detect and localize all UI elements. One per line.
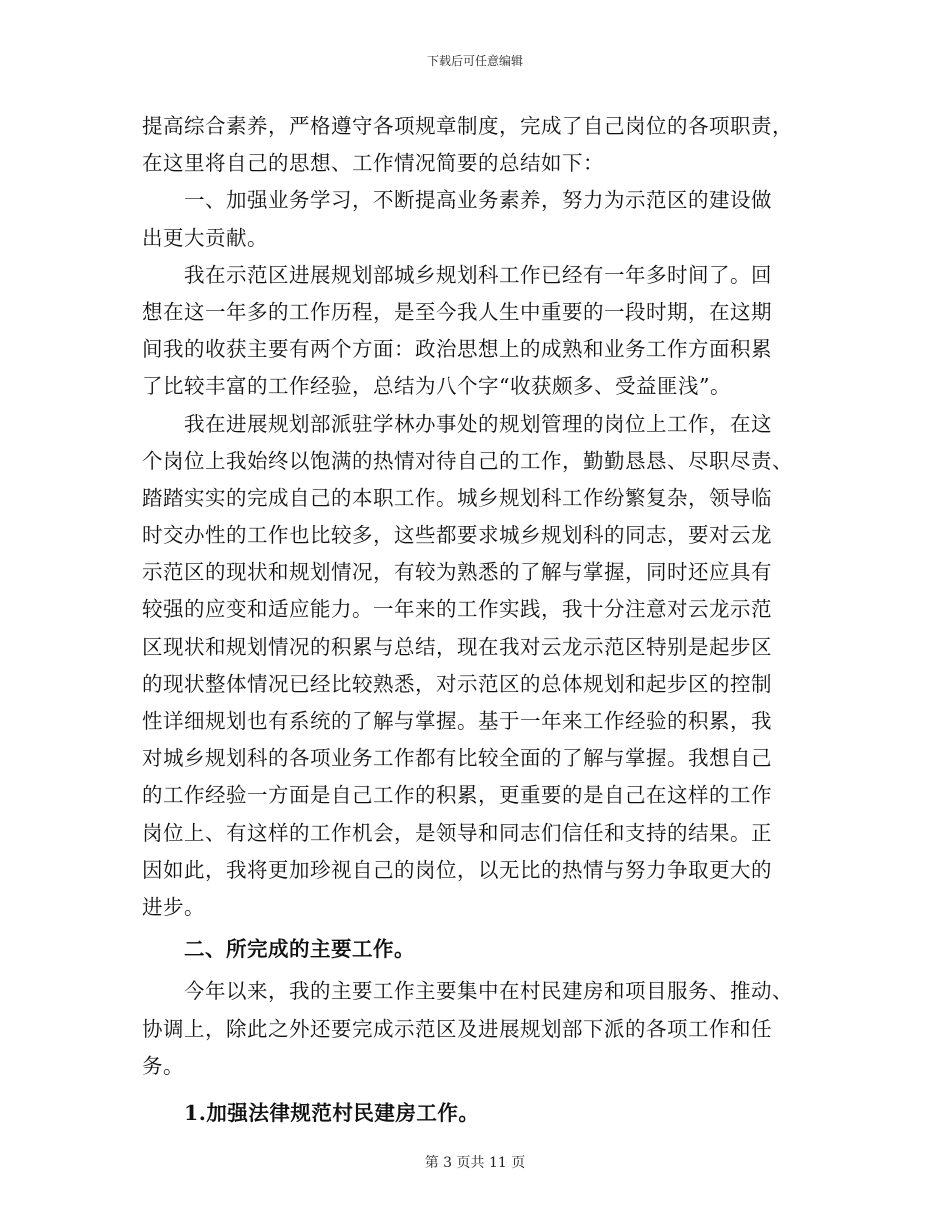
page-header: 下载后可任意编辑	[426, 54, 523, 68]
paragraph-line: 时交办性的工作也比较多，这些都要求城乡规划科的同志，要对云龙	[142, 523, 772, 548]
paragraph-line: 较强的应变和适应能力。一年来的工作实践，我十分注意对云龙示范	[142, 597, 772, 622]
document-body	[142, 108, 810, 1132]
paragraph-line: 区现状和规划情况的积累与总结，现在我对云龙示范区特别是起步区	[142, 634, 772, 659]
paragraph-line: 性详细规划也有系统的了解与掌握。基于一年来工作经验的积累，我	[142, 709, 772, 733]
paragraph-line: 对城乡规划科的各项业务工作都有比较全面的了解与掌握。我想自己	[142, 746, 772, 771]
paragraph-line: 在这里将自己的思想、工作情况简要的总结如下：	[142, 151, 604, 176]
subsection-heading: 1.加强法律规范村民建房工作。	[184, 1100, 480, 1125]
paragraph-line: 间我的收获主要有两个方面：政治思想上的成熟和业务工作方面积累	[142, 337, 772, 362]
paragraph-line: 我在进展规划部派驻学林办事处的规划管理的岗位上工作，在这	[184, 411, 772, 436]
paragraph-line: 我在示范区进展规划部城乡规划科工作已经有一年多时间了。回	[184, 262, 772, 287]
paragraph-line: 踏踏实实的完成自己的本职工作。城乡规划科工作纷繁复杂，领导临	[142, 485, 772, 510]
paragraph-line: 今年以来，我的主要工作主要集中在村民建房和项目服务、推动、	[184, 979, 793, 1004]
paragraph-line: 的现状整体情况已经比较熟悉，对示范区的总体规划和起步区的控制	[142, 671, 772, 696]
paragraph-line: 协调上，除此之外还要完成示范区及进展规划部下派的各项工作和任	[142, 1016, 772, 1041]
paragraph-line: 想在这一年多的工作历程，是至今我人生中重要的一段时期，在这期	[142, 299, 772, 324]
paragraph-line: 因如此，我将更加珍视自己的岗位，以无比的热情与努力争取更大的	[142, 857, 772, 882]
paragraph-line: 的工作经验一方面是自己工作的积累，更重要的是自己在这样的工作	[142, 783, 772, 808]
paragraph-line: 进步。	[142, 894, 205, 919]
paragraph-line: 了比较丰富的工作经验，总结为八个字“收获颇多、受益匪浅”。	[142, 374, 731, 399]
paragraph-line: 岗位上、有这样的工作机会，是领导和同志们信任和支持的结果。正	[142, 820, 772, 845]
page-footer: 第 3 页共 11 页	[424, 1155, 526, 1171]
section-one-title-line: 出更大贡献。	[142, 225, 268, 250]
paragraph-line: 个岗位上我始终以饱满的热情对待自己的工作，勤勤恳恳、尽职尽责、	[142, 448, 793, 473]
paragraph-line: 务。	[142, 1053, 184, 1078]
paragraph-line: 示范区的现状和规划情况，有较为熟悉的了解与掌握，同时还应具有	[142, 560, 772, 585]
paragraph-line: 提高综合素养，严格遵守各项规章制度，完成了自己岗位的各项职责，	[142, 114, 793, 138]
section-one-title-line: 一、加强业务学习，不断提高业务素养，努力为示范区的建设做	[184, 188, 772, 213]
section-two-heading: 二、所完成的主要工作。	[184, 937, 415, 962]
